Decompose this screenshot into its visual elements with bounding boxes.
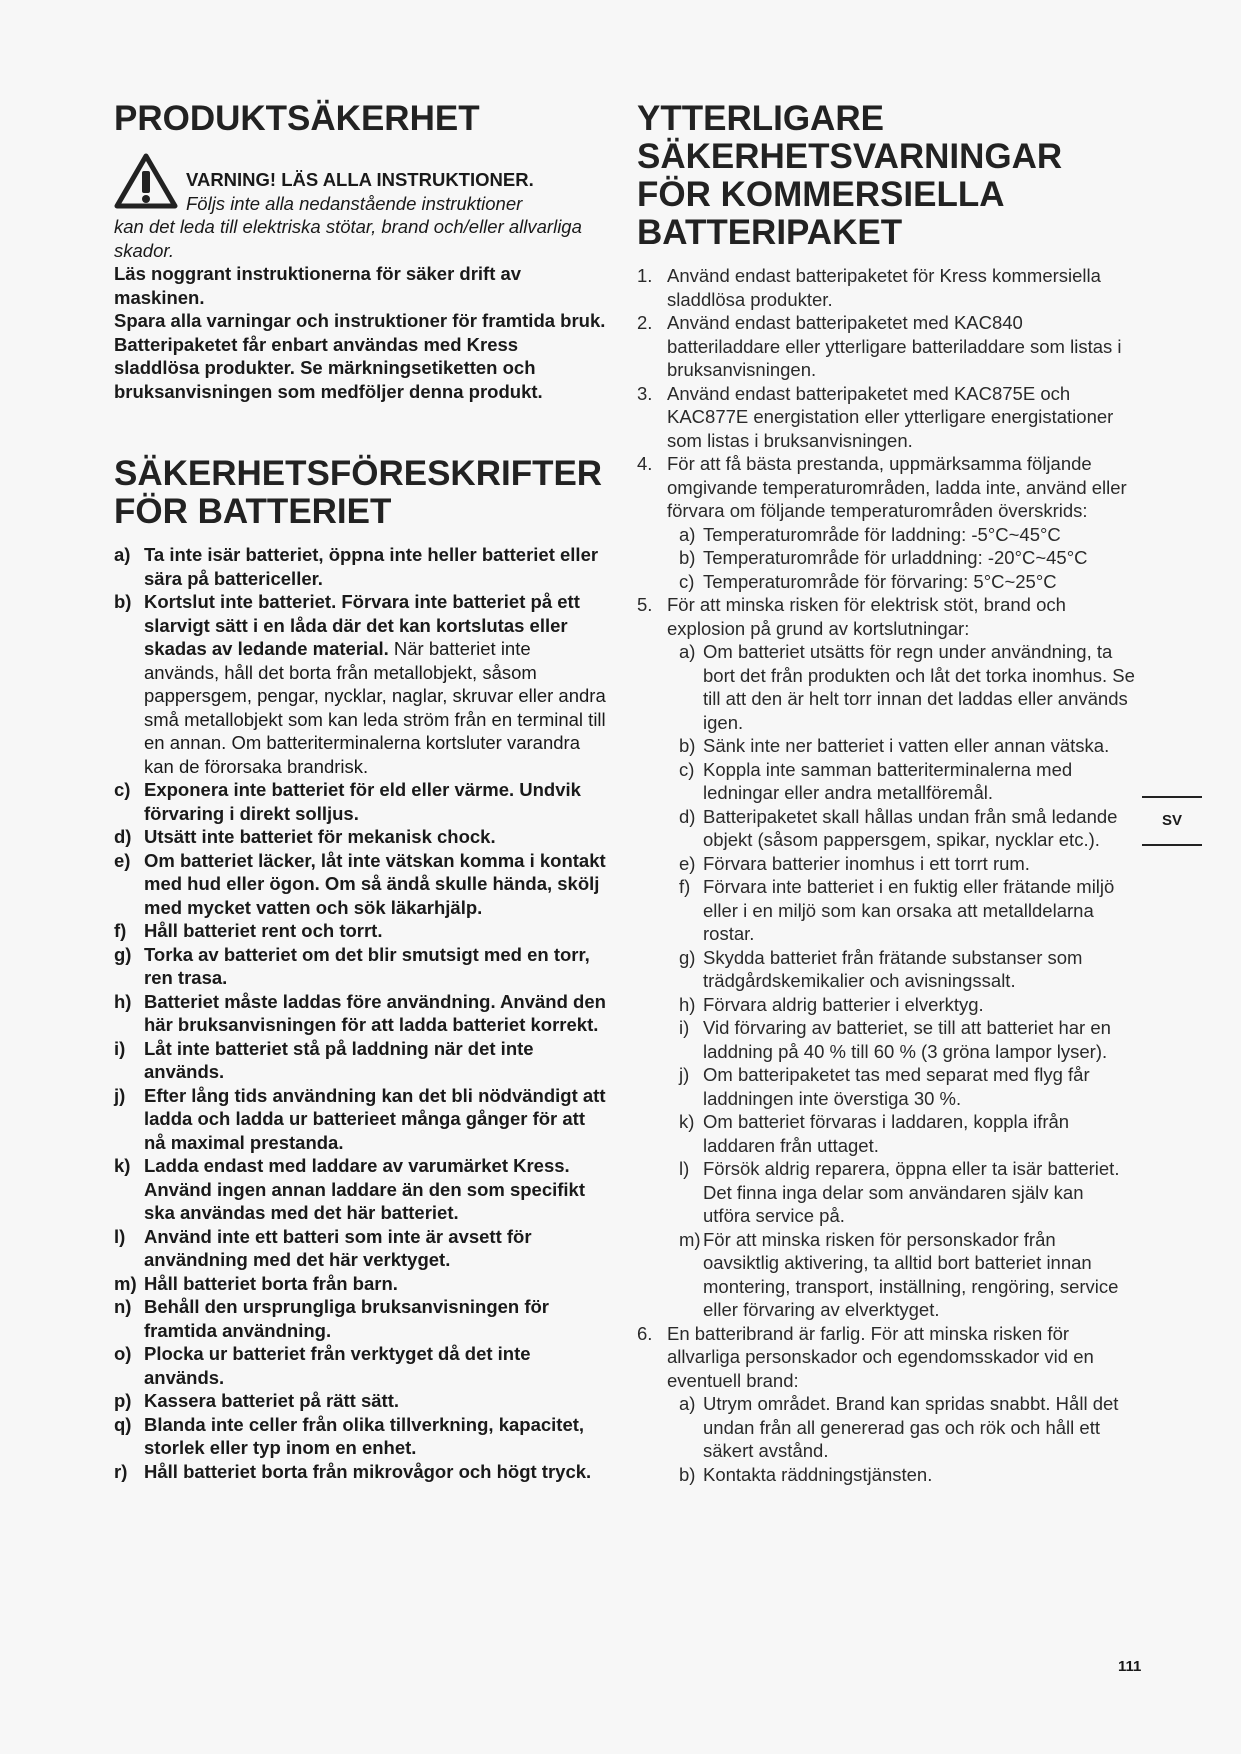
sub-list-item	[667, 570, 1135, 594]
list-item	[114, 825, 606, 849]
warning-text-line2: kan det leda till elektriska stötar, brand och/eller allvarliga skador.	[114, 216, 582, 261]
list-item-bold-text: Använd inte ett batteri som inte är avsett för användning med det här verktyget.	[144, 1225, 532, 1270]
heading-line: SÄKERHETSVARNINGAR	[637, 137, 1063, 176]
heading-battery-safety-line1: SÄKERHETSFÖRESKRIFTER	[114, 454, 603, 493]
list-item-label: o)	[114, 1343, 132, 1364]
warning-text	[114, 192, 606, 263]
paragraph-read-instructions: Läs noggrant instruktionerna för säker drift av maskinen.	[114, 263, 522, 308]
list-item	[114, 1413, 606, 1460]
list-item-label: l)	[114, 1225, 126, 1247]
paragraph-battery-use: Batteripaketet får enbart användas med Kress sladdlösa produkter. Se märkningsetiketten och bruksanvisningen som medföljer denna produkt.	[114, 333, 543, 402]
sub-list-item	[667, 1463, 1135, 1487]
sub-list-item	[667, 1392, 1135, 1463]
list-item-bold-text: Kassera batteriet på rätt sätt.	[144, 1390, 399, 1411]
sub-list-item-label: g)	[679, 946, 696, 968]
list-item-bold-text: Håll batteriet borta från mikrovågor och högt tryck.	[144, 1460, 592, 1482]
list-item	[114, 590, 606, 778]
sub-list-item-label: j)	[679, 1064, 690, 1085]
list-item	[114, 1272, 606, 1296]
sub-list-item	[667, 758, 1135, 805]
list-item-label: p)	[114, 1390, 132, 1411]
warning-triangle-icon	[114, 152, 178, 210]
sub-list-item-text: Försök aldrig reparera, öppna eller ta isär batteriet. Det finna inga delar som användaren själv kan utföra service på.	[703, 1158, 1120, 1226]
sub-list-item	[667, 852, 1135, 876]
numbered-item-text: För att få bästa prestanda, uppmärksamma följande omgivande temperaturområden, ladda inte, använd eller förvara om följande temperaturområden överskrids:	[667, 453, 1127, 521]
numbered-item-text: För att minska risken för elektrisk stöt, brand och explosion på grund av kortslutningar:	[667, 594, 1066, 639]
list-item-label: e)	[114, 849, 131, 871]
heading-line: BATTERIPAKET	[637, 213, 903, 252]
sub-list	[667, 1392, 1135, 1486]
numbered-item-text: Använd endast batteripaketet med KAC840 batteriladdare eller ytterligare batteriladdare som listas i bruksanvisningen.	[667, 312, 1122, 380]
sub-list-item	[667, 993, 1135, 1017]
list-item-bold-text: Kortslut inte batteriet. Förvara inte batteriet på ett slarvigt sätt i en låda där det kan kortslutas eller skadas av ledande material.	[144, 591, 580, 659]
sub-list-item-text: Utrym området. Brand kan spridas snabbt. Håll det undan från all genererad gas och rök och håll ett säkert avstånd.	[703, 1393, 1119, 1461]
heading-line: FÖR KOMMERSIELLA	[637, 175, 1005, 214]
sub-list-item	[667, 1110, 1135, 1157]
sub-list-item-label: a)	[679, 641, 696, 662]
heading-additional-warnings	[637, 100, 1135, 252]
list-item-label: r)	[114, 1460, 128, 1482]
list-item	[114, 849, 606, 920]
sub-list-item-text: Om batteriet förvaras i laddaren, koppla ifrån laddaren från uttaget.	[703, 1111, 1070, 1156]
sub-list-item-text: Om batteriet utsätts för regn under användning, ta bort det från produkten och låt det torka inomhus. Se till att den är helt torr innan det laddas eller används igen.	[703, 641, 1135, 733]
list-item	[114, 1295, 606, 1342]
numbered-item	[637, 452, 1135, 593]
list-item	[114, 1460, 606, 1484]
sub-list-item-text: För att minska risken för personskador från oavsiktlig aktivering, ta alltid bort batteriet innan montering, transport, inställning, rengöring, service eller förvaring av elverktyget.	[703, 1228, 1119, 1320]
numbered-item	[637, 1322, 1135, 1487]
sub-list-item-label: k)	[679, 1111, 695, 1132]
list-item-bold-text: Låt inte batteriet stå på laddning när det inte används.	[144, 1037, 534, 1082]
list-item-label: n)	[114, 1296, 132, 1317]
numbered-item	[637, 264, 1135, 311]
commercial-battery-list	[637, 264, 1135, 1486]
list-item-bold-text: Utsätt inte batteriet för mekanisk chock.	[144, 826, 496, 847]
sub-list-item-text: Vid förvaring av batteriet, se till att batteriet har en laddning på 40 % till 60 % (3 gröna lampor lyser).	[703, 1017, 1111, 1062]
list-item-label: h)	[114, 990, 132, 1012]
sub-list-item-label: m)	[679, 1228, 701, 1250]
list-item	[114, 1389, 606, 1413]
sub-list-item	[667, 546, 1135, 570]
list-item-label: d)	[114, 826, 132, 847]
heading-produktsakerhet: PRODUKTSÄKERHET	[114, 99, 480, 138]
sub-list-item	[667, 1063, 1135, 1110]
warning-text-line1: Följs inte alla nedanstående instruktioner	[186, 192, 523, 214]
list-item-label: a)	[114, 544, 131, 565]
list-item-label: j)	[114, 1084, 126, 1106]
list-item-bold-text: Efter lång tids användning kan det bli nödvändigt att ladda och ladda ur batterieet många gånger för att nå maximal prestanda.	[144, 1084, 606, 1153]
right-column	[637, 100, 1135, 1486]
sub-list-item	[667, 805, 1135, 852]
numbered-item-number: 5.	[637, 594, 653, 615]
sub-list-item-label: b)	[679, 735, 696, 756]
heading-battery-safety	[114, 455, 606, 531]
numbered-item-text: Använd endast batteripaketet med KAC875E och KAC877E energistation eller ytterligare energistationer som listas i bruksanvisningen.	[667, 382, 1114, 451]
sub-list-item-label: c)	[679, 570, 695, 592]
numbered-item-number: 3.	[637, 382, 653, 404]
sub-list-item-text: Koppla inte samman batteriterminalerna med ledningar eller andra metallföremål.	[703, 758, 1073, 803]
sub-list-item-label: a)	[679, 1393, 696, 1414]
list-item-bold-text: Håll batteriet rent och torrt.	[144, 920, 383, 941]
numbered-item	[637, 382, 1135, 453]
list-item	[114, 919, 606, 943]
sub-list-item	[667, 875, 1135, 946]
numbered-item-text: Använd endast batteripaketet för Kress kommersiella sladdlösa produkter.	[667, 265, 1101, 310]
list-item-bold-text: Behåll den ursprungliga bruksanvisningen för framtida användning.	[144, 1296, 550, 1341]
sub-list-item-text: Förvara aldrig batterier i elverktyg.	[703, 993, 984, 1015]
sub-list-item	[667, 1157, 1135, 1228]
list-item-bold-text: Blanda inte celler från olika tillverkning, kapacitet, storlek eller typ inom en enhet.	[144, 1413, 585, 1458]
list-item-bold-text: Torka av batteriet om det blir smutsigt med en torr, ren trasa.	[144, 943, 590, 988]
heading-line: YTTERLIGARE	[637, 99, 884, 138]
list-item-bold-text: Exponera inte batteriet för eld eller värme. Undvik förvaring i direkt solljus.	[144, 779, 581, 824]
sub-list-item-text: Kontakta räddningstjänsten.	[703, 1463, 933, 1485]
numbered-item	[637, 311, 1135, 382]
sub-list-item-text: Skydda batteriet från frätande substanser som trädgårdskemikalier och avisningssalt.	[703, 946, 1083, 991]
list-item	[114, 778, 606, 825]
paragraph-save-warnings: Spara alla varningar och instruktioner för framtida bruk.	[114, 310, 606, 331]
numbered-item-number: 2.	[637, 312, 653, 333]
sub-list-item-text: Om batteripaketet tas med separat med flyg får laddningen inte överstiga 30 %.	[703, 1064, 1090, 1109]
sub-list-item	[667, 1016, 1135, 1063]
list-item-bold-text: Plocka ur batteriet från verktyget då det inte används.	[144, 1343, 531, 1388]
sub-list-item-text: Förvara batterier inomhus i ett torrt rum.	[703, 852, 1030, 874]
numbered-item-number: 1.	[637, 265, 653, 286]
sub-list-item-text: Temperaturområde för förvaring: 5°C~25°C	[703, 570, 1057, 592]
numbered-item	[637, 593, 1135, 1322]
battery-safety-list	[114, 543, 606, 1483]
list-item-label: f)	[114, 920, 127, 941]
sub-list-item-label: e)	[679, 852, 696, 874]
list-item-bold-text: Håll batteriet borta från barn.	[144, 1272, 398, 1294]
sub-list-item-text: Batteripaketet skall hållas undan från små ledande objekt (såsom pappersgem, spikar, nycklar etc.).	[703, 805, 1118, 850]
sub-list-item-text: Temperaturområde för urladdning: -20°C~45°C	[703, 547, 1088, 568]
sub-list-item	[667, 946, 1135, 993]
list-item	[114, 1154, 606, 1225]
list-item	[114, 1342, 606, 1389]
list-item-text: När batteriet inte används, håll det borta från metallobjekt, såsom pappersgem, pengar, nycklar, naglar, skruvar eller andra små metallobjekt som kan leda ström från en terminal till en annan. Om batteriterminalerna kortsluter varandra kan de förorsaka brandrisk.	[144, 638, 606, 777]
list-item-label: i)	[114, 1037, 126, 1059]
sub-list-item-label: i)	[679, 1017, 690, 1038]
warning-title: VARNING! LÄS ALLA INSTRUKTIONER.	[186, 169, 534, 190]
sub-list-item-text: Temperaturområde för laddning: -5°C~45°C	[703, 523, 1061, 545]
list-item-bold-text: Ta inte isär batteriet, öppna inte heller batteriet eller sära på battericeller.	[144, 544, 599, 589]
sub-list	[667, 523, 1135, 594]
sub-list-item-label: d)	[679, 805, 696, 827]
list-item-label: c)	[114, 779, 131, 800]
sub-list-item-label: c)	[679, 758, 695, 780]
sub-list-item-label: l)	[679, 1158, 690, 1179]
list-item-label: q)	[114, 1413, 132, 1435]
sub-list-item	[667, 734, 1135, 758]
heading-battery-safety-line2: FÖR BATTERIET	[114, 492, 392, 531]
list-item-label: b)	[114, 591, 132, 612]
numbered-item-number: 4.	[637, 453, 653, 474]
sub-list-item-text: Förvara inte batteriet i en fuktig eller frätande miljö eller i en miljö som kan orsaka att metalldelarna rostar.	[703, 876, 1115, 944]
sub-list-item	[667, 1228, 1135, 1322]
list-item	[114, 1084, 606, 1155]
warning-block	[114, 152, 606, 262]
list-item-bold-text: Om batteriet läcker, låt inte vätskan komma i kontakt med hud eller ögon. Om så ändå skulle hända, skölj med mycket vatten och sök läkarhjälp.	[144, 849, 606, 918]
sub-list-item-label: f)	[679, 876, 691, 897]
list-item	[114, 990, 606, 1037]
list-item-label: g)	[114, 943, 132, 965]
sub-list-item-label: a)	[679, 523, 696, 545]
list-item-label: m)	[114, 1272, 137, 1294]
left-column	[114, 100, 606, 1483]
sub-list-item	[667, 523, 1135, 547]
list-item	[114, 1225, 606, 1272]
list-item	[114, 543, 606, 590]
sub-list-item	[667, 640, 1135, 734]
numbered-item-number: 6.	[637, 1322, 653, 1344]
page-number: 111	[1118, 1658, 1142, 1675]
sub-list-item-text: Sänk inte ner batteriet i vatten eller annan vätska.	[703, 735, 1110, 756]
list-item	[114, 943, 606, 990]
list-item-bold-text: Ladda endast med laddare av varumärket Kress. Använd ingen annan laddare än den som specifikt ska användas med det här batteriet.	[144, 1155, 586, 1223]
list-item	[114, 1037, 606, 1084]
sub-list-item-label: b)	[679, 1463, 696, 1485]
numbered-item-text: En batteribrand är farlig. För att minska risken för allvarliga personskador och egendomsskador vid en eventuell brand:	[667, 1322, 1094, 1391]
list-item-bold-text: Batteriet måste laddas före användning. Använd den här bruksanvisningen för att ladda batteriet korrekt.	[144, 990, 606, 1035]
sub-list-item-label: h)	[679, 993, 696, 1015]
language-tab: SV	[1142, 796, 1202, 846]
sub-list	[667, 640, 1135, 1322]
sub-list-item-label: b)	[679, 547, 696, 568]
list-item-label: k)	[114, 1155, 131, 1176]
